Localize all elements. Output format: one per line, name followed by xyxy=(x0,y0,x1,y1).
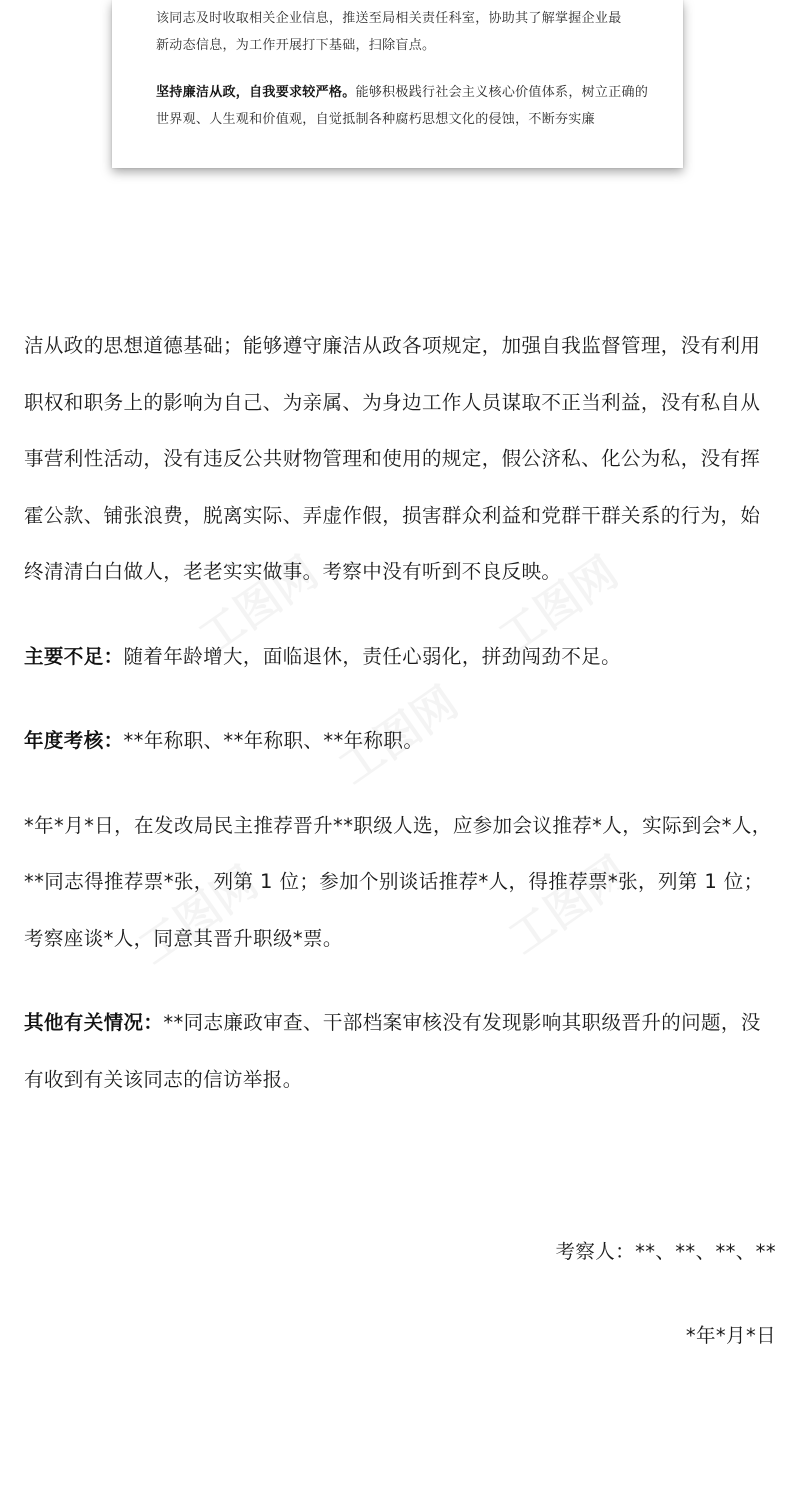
annual-review-label: 年度考核： xyxy=(24,729,124,752)
other-info-label: 其他有关情况： xyxy=(24,1011,164,1034)
preview-paragraph-1 xyxy=(156,0,649,59)
preview-card xyxy=(112,0,683,168)
other-info-text: **同志廉政审查、干部档案审核没有发现影响其职级晋升的问题，没有收到有关该同志的信访举报。 xyxy=(24,1011,761,1091)
shortcomings-paragraph xyxy=(24,629,778,686)
shortcomings-label: 主要不足： xyxy=(24,644,124,668)
preview-para1-line1: 该同志及时收取相关企业信息，推送至局相关责任科室，协助其了解掌握企业最 xyxy=(156,11,622,26)
annual-review-paragraph xyxy=(24,713,778,770)
preview-para2-heading: 坚持廉洁从政，自我要求较严格。 xyxy=(156,85,356,100)
annual-review-text: **年称职、**年称职、**年称职。 xyxy=(123,729,424,752)
integrity-paragraph: 洁从政的思想道德基础；能够遵守廉洁从政各项规定，加强自我监督管理，没有利用职权和职务上的影响为自己、为亲属、为身边工作人员谋取不正当利益，没有私自从事营利性活动，没有违反公共财物管理和使用的规定，假公济私、化公为私，没有挥霍公款、铺张浪费，脱离实际、弄虚作假，损害群众利益和党群干群关系的行为，始终清清白白做人，老老实实做事。考察中没有听到不良反映。 xyxy=(24,334,761,583)
preview-para2-text: 能够积极践行社会主义核心价值体系，树立正确的世界观、人生观和价值观，自觉抵制各种腐朽思想文化的侵蚀，不断夯实廉 xyxy=(156,85,649,127)
shortcomings-text: 随着年龄增大，面临退休，责任心弱化，拼劲闯劲不足。 xyxy=(123,644,622,668)
preview-para1-line2: 新动态信息，为工作开展打下基础，扫除盲点。 xyxy=(156,38,436,53)
signature-date: *年*月*日 xyxy=(685,1324,776,1347)
preview-paragraph-2 xyxy=(156,59,649,133)
recommendation-paragraph: *年*月*日，在发改局民主推荐晋升**职级人选，应参加会议推荐*人，实际到会*人，**同志得推荐票*张，列第 1 位；参加个别谈话推荐*人，得推荐票*张，列第 1 位；考察座谈*人，同意其晋升职级*票。 xyxy=(24,813,772,950)
other-info-paragraph xyxy=(24,995,778,1108)
document-body xyxy=(24,318,778,1108)
inspectors-signature: 考察人：**、**、**、** xyxy=(555,1240,776,1263)
